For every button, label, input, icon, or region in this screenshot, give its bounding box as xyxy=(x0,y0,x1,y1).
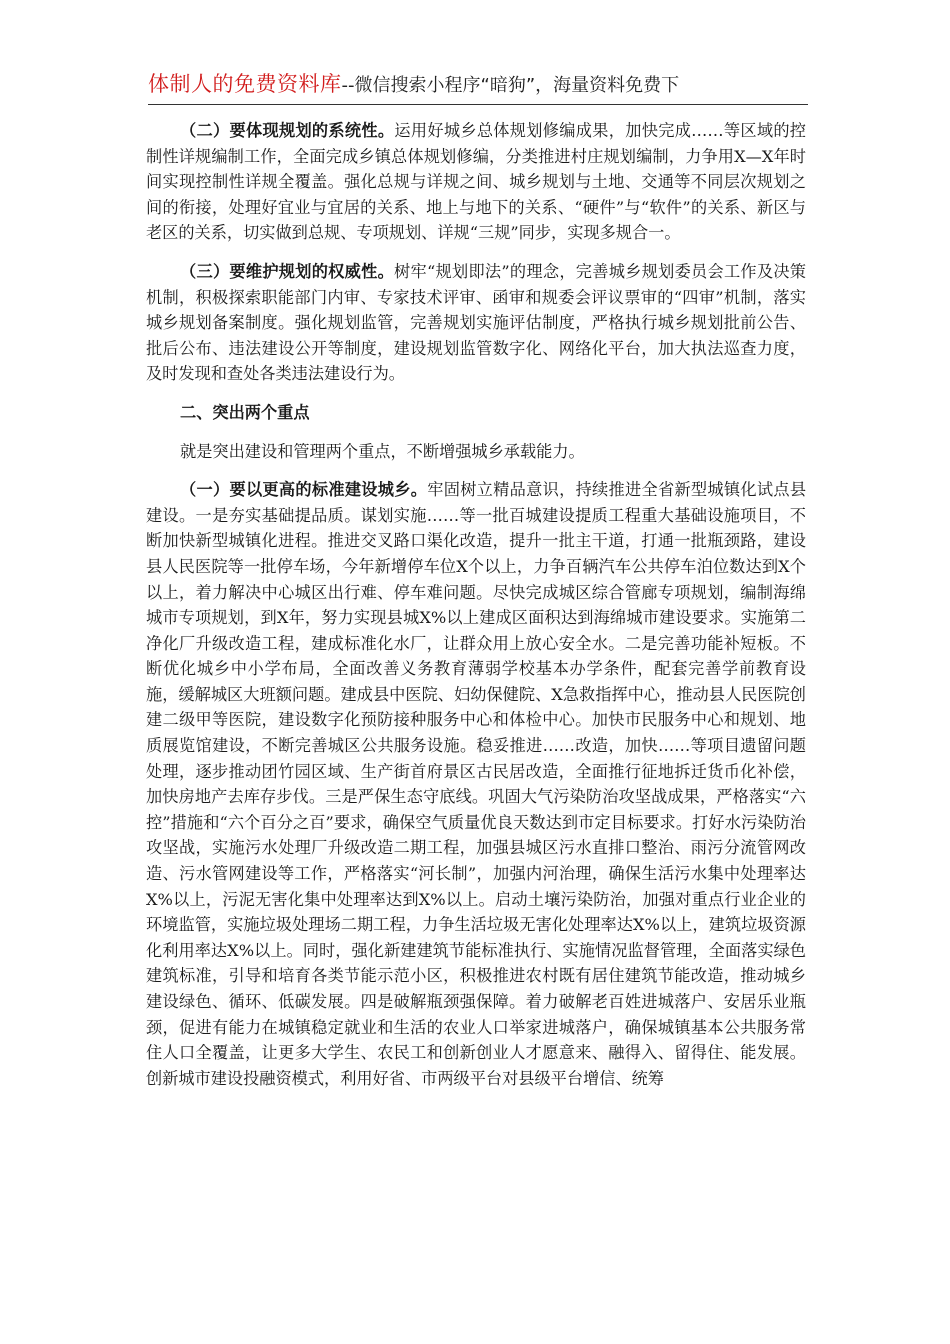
document-body xyxy=(146,118,806,1091)
paragraph-build-standards xyxy=(146,477,806,1091)
section-intro: 就是突出建设和管理两个重点，不断增强城乡承载能力。 xyxy=(180,441,585,461)
paragraph-lead: （二）要体现规划的系统性。 xyxy=(180,121,395,140)
paragraph-planning-authority xyxy=(146,259,806,387)
paragraph-text: 牢固树立精品意识，持续推进全省新型城镇化试点县建设。一是夯实基础提品质。谋划实施……等一批百城建设提质工程重大基础设施项目，不断加快新型城镇化进程。推进交叉路口渠化改造，提升一批主干道，打通一批瓶颈路，建设县人民医院等一批停车场，今年新增停车位X个以上，力争百辆汽车公共停车泊位数达到X个以上，着力解决中心城区出行难、停车难问题。尽快完成城区综合管廊专项规划，编制海绵城市专项规划，到X年，努力实现县城X%以上建成区面积达到海绵城市建设要求。实施第二净化厂升级改造工程，建成标准化水厂，让群众用上放心安全水。二是完善功能补短板。不断优化城乡中小学布局，全面改善义务教育薄弱学校基本办学条件，配套完善学前教育设施，缓解城区大班额问题。建成县中医院、妇幼保健院、X急救指挥中心，推动县人民医院创建二级甲等医院，建设数字化预防接种服务中心和体检中心。加快市民服务中心和规划、地质展览馆建设，不断完善城区公共服务设施。稳妥推进……改造，加快……等项目遗留问题处理，逐步推动团竹园区域、生产街首府景区古民居改造，全面推行征地拆迁货币化补偿，加快房地产去库存步伐。三是严保生态守底线。巩固大气污染防治攻坚战成果，严格落实“六控”措施和“六个百分之百”要求，确保空气质量优良天数达到市定目标要求。打好水污染防治攻坚战，实施污水处理厂升级改造二期工程，加强县城区污水直排口整治、雨污分流管网改造、污水管网建设等工作，严格落实“河长制”，加强内河治理，确保生活污水集中处理率达X%以上，污泥无害化集中处理率达到X%以上。启动土壤污染防治，加强对重点行业企业的环境监管，实施垃圾处理场二期工程，力争生活垃圾无害化处理率达X%以上，建筑垃圾资源化利用率达X%以上。同时，强化新建建筑节能标准执行、实施情况监督管理，全面落实绿色建筑标准，引导和培育各类节能示范小区，积极推进农村既有居住建筑节能改造，推动城乡建设绿色、循环、低碳发展。四是破解瓶颈强保障。着力破解老百姓进城落户、安居乐业瓶颈，促进有能力在城镇稳定就业和生活的农业人口举家进城落户，确保城镇基本公共服务常住人口全覆盖，让更多大学生、农民工和创新创业人才愿意来、融得入、留得住、能发展。创新城市建设投融资模式，利用好省、市两级平台对县级平台增信、统筹 xyxy=(146,480,807,1088)
paragraph-lead: （一）要以更高的标准建设城乡。 xyxy=(180,480,428,500)
paragraph-text: 树牢“规划即法”的理念，完善城乡规划委员会工作及决策机制，积极探索职能部门内审、专家技术评审、函审和规委会评议票审的“四审”机制，落实城乡规划备案制度。强化规划监管，完善规划实施评估制度，严格执行城乡规划批前公告、批后公布、违法建设公开等制度，建设规划监管数字化、网络化平台，加大执法巡查力度，及时发现和查处各类违法建设行为。 xyxy=(146,261,806,384)
paragraph-text: 运用好城乡总体规划修编成果，加快完成……等区域的控制性详规编制工作，全面完成乡镇总体规划修编，分类推进村庄规划编制，力争用X—X年时间实现控制性详规全覆盖。强化总规与详规之间、城乡规划与土地、交通等不同层次规划之间的衔接，处理好宜业与宜居的关系、地上与地下的关系、“硬件”与“软件”的关系、新区与老区的关系，切实做到总规、专项规划、详规“三规”同步，实现多规合一。 xyxy=(146,121,806,243)
header-brand: 体制人的免费资料库 xyxy=(148,72,342,96)
paragraph-lead: （三）要维护规划的权威性。 xyxy=(180,261,395,281)
paragraph-system-planning xyxy=(146,118,806,246)
section-heading: 二、突出两个重点 xyxy=(180,402,310,422)
page-header xyxy=(148,68,808,105)
header-tagline: --微信搜索小程序“暗狗”，海量资料免费下 xyxy=(341,75,680,96)
